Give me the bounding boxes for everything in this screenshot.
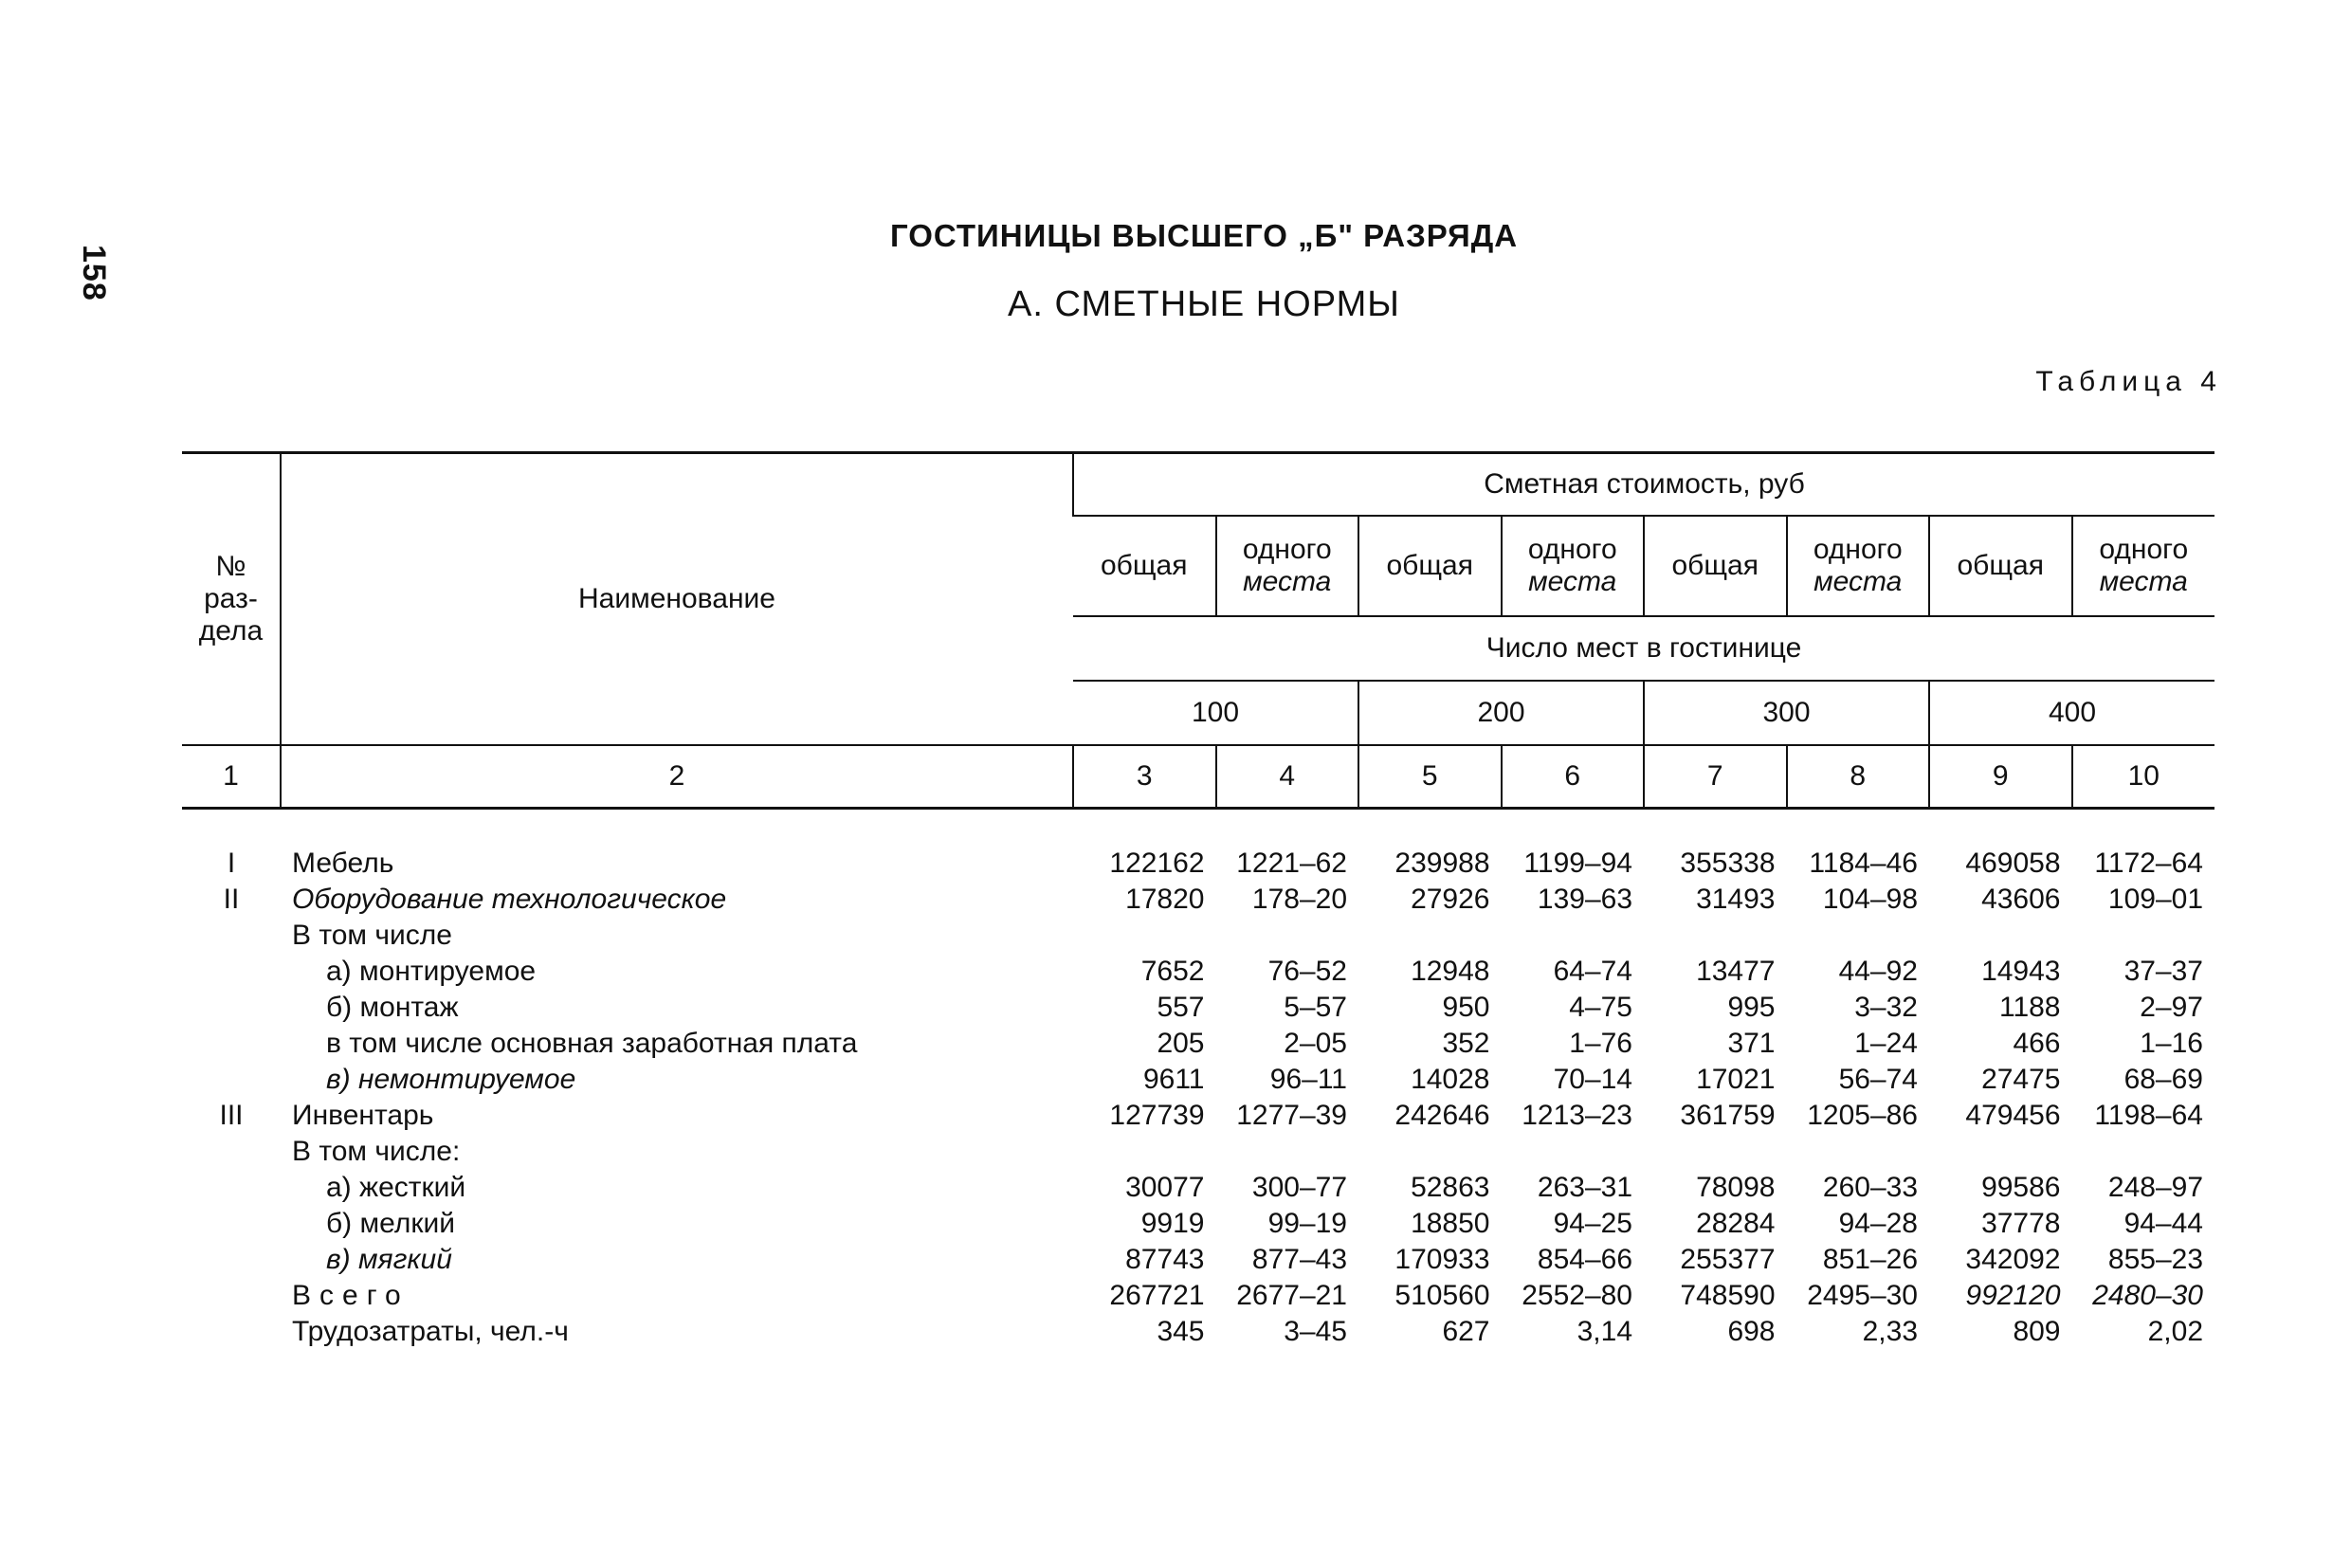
value-per-place: 2495–30 xyxy=(1807,1280,1918,1311)
header-places-100: 100 xyxy=(1073,681,1358,745)
table-label: Таблица 4 xyxy=(2035,366,2222,397)
table-row xyxy=(182,1170,2214,1206)
value-total: 12948 xyxy=(1411,956,1490,987)
section-number xyxy=(182,1242,281,1278)
value-total: 205 xyxy=(1157,1028,1205,1059)
value-per-place xyxy=(2072,918,2215,954)
header-per-place xyxy=(1787,516,1930,616)
value-total: 267721 xyxy=(1109,1280,1205,1311)
item-name: б) мелкий xyxy=(326,1208,455,1239)
table-row xyxy=(182,1314,2214,1350)
value-per-place: 1213–23 xyxy=(1522,1100,1632,1131)
item-name: В том числе xyxy=(292,920,452,951)
value-per-place: 99–19 xyxy=(1267,1208,1347,1239)
table-row xyxy=(182,1134,2214,1170)
header-places-400: 400 xyxy=(1929,681,2214,745)
header-places-group: Число мест в гостинице xyxy=(1073,616,2214,681)
value-total: 122162 xyxy=(1109,848,1205,879)
col-number: 9 xyxy=(1929,745,2072,809)
value-per-place: 248–97 xyxy=(2107,1172,2203,1203)
value-total: 7652 xyxy=(1140,956,1205,987)
value-per-place xyxy=(1787,1134,1930,1170)
header-total: общая xyxy=(1073,516,1216,616)
value-per-place: 1199–94 xyxy=(1523,848,1632,879)
item-name: Трудозатраты, чел.-ч xyxy=(292,1316,569,1347)
col-number: 2 xyxy=(281,745,1073,809)
header-per-place-line2: места xyxy=(2099,566,2188,597)
col-number: 10 xyxy=(2072,745,2215,809)
value-total: 31493 xyxy=(1696,884,1776,915)
table-row xyxy=(182,954,2214,990)
value-total xyxy=(1358,918,1502,954)
value-per-place: 94–25 xyxy=(1553,1208,1632,1239)
value-per-place: 4–75 xyxy=(1569,992,1632,1023)
value-per-place: 1184–46 xyxy=(1809,848,1918,879)
page-subtitle: А. СМЕТНЫЕ НОРМЫ xyxy=(1008,284,1400,324)
header-per-place-line2: места xyxy=(1243,566,1332,597)
table-row xyxy=(182,1242,2214,1278)
value-total: 698 xyxy=(1727,1316,1776,1347)
item-name: в) немонтируемое xyxy=(326,1064,576,1095)
value-per-place: 854–66 xyxy=(1537,1244,1632,1275)
table-row xyxy=(182,1206,2214,1242)
value-total: 469058 xyxy=(1965,848,2061,879)
section-number: II xyxy=(223,884,240,915)
value-per-place: 1–76 xyxy=(1569,1028,1632,1059)
item-name: Инвентарь xyxy=(292,1100,434,1131)
value-per-place: 64–74 xyxy=(1553,956,1632,987)
value-total: 30077 xyxy=(1125,1172,1205,1203)
value-total: 242646 xyxy=(1394,1100,1490,1131)
value-total: 1188 xyxy=(1998,992,2061,1023)
col-number: 3 xyxy=(1073,745,1216,809)
value-per-place: 109–01 xyxy=(2107,884,2203,915)
item-name: в том числе основная заработная плата xyxy=(326,1028,858,1059)
table-header xyxy=(182,453,2214,809)
header-per-place xyxy=(1502,516,1645,616)
value-total: 627 xyxy=(1442,1316,1490,1347)
header-per-place xyxy=(1216,516,1359,616)
value-per-place: 3–45 xyxy=(1284,1316,1347,1347)
header-per-place-line1: одного xyxy=(1242,534,1332,565)
item-name: а) монтируемое xyxy=(326,956,537,987)
col-number: 5 xyxy=(1358,745,1502,809)
section-number xyxy=(182,918,281,954)
value-per-place xyxy=(2072,1134,2215,1170)
value-total: 466 xyxy=(2013,1028,2061,1059)
value-per-place: 178–20 xyxy=(1251,884,1347,915)
section-number xyxy=(182,1206,281,1242)
value-total: 13477 xyxy=(1696,956,1776,987)
value-total: 9919 xyxy=(1140,1208,1205,1239)
value-total: 28284 xyxy=(1696,1208,1776,1239)
col-number: 7 xyxy=(1644,745,1787,809)
value-per-place xyxy=(1502,918,1645,954)
table-row xyxy=(182,1278,2214,1314)
header-total: общая xyxy=(1644,516,1787,616)
header-per-place-line1: одного xyxy=(1527,534,1617,565)
table-body xyxy=(182,809,2214,1351)
value-per-place xyxy=(1216,918,1359,954)
value-per-place: 2480–30 xyxy=(2092,1280,2203,1311)
table-row xyxy=(182,846,2214,882)
item-name: В том числе: xyxy=(292,1136,461,1167)
value-per-place: 96–11 xyxy=(1269,1064,1347,1095)
value-per-place: 2–97 xyxy=(2140,992,2203,1023)
value-total: 479456 xyxy=(1965,1100,2061,1131)
section-number xyxy=(182,1170,281,1206)
table-row xyxy=(182,990,2214,1026)
value-per-place: 139–63 xyxy=(1537,884,1632,915)
value-per-place: 2677–21 xyxy=(1236,1280,1347,1311)
value-per-place: 1277–39 xyxy=(1236,1100,1347,1131)
col-number: 4 xyxy=(1216,745,1359,809)
value-per-place: 44–92 xyxy=(1838,956,1918,987)
section-number xyxy=(182,1134,281,1170)
value-total: 17021 xyxy=(1696,1064,1776,1095)
item-name: Оборудование технологическое xyxy=(292,884,727,915)
section-number xyxy=(182,954,281,990)
header-name: Наименование xyxy=(281,453,1073,746)
value-total xyxy=(1073,1134,1216,1170)
value-total: 43606 xyxy=(1981,884,2061,915)
value-total: 127739 xyxy=(1109,1100,1205,1131)
value-total: 950 xyxy=(1442,992,1490,1023)
value-total: 37778 xyxy=(1981,1208,2061,1239)
table-row xyxy=(182,918,2214,954)
header-places-300: 300 xyxy=(1644,681,1929,745)
value-total: 9611 xyxy=(1142,1064,1205,1095)
section-number xyxy=(182,990,281,1026)
spacer-cell xyxy=(182,809,2214,847)
header-total: общая xyxy=(1358,516,1502,616)
header-per-place-line2: места xyxy=(1813,566,1903,597)
value-total: 170933 xyxy=(1394,1244,1490,1275)
value-total: 99586 xyxy=(1981,1172,2061,1203)
section-number: I xyxy=(227,848,236,879)
item-name: в) мягкий xyxy=(326,1244,452,1275)
value-per-place: 877–43 xyxy=(1251,1244,1347,1275)
value-per-place: 263–31 xyxy=(1537,1172,1632,1203)
value-per-place: 260–33 xyxy=(1822,1172,1918,1203)
value-total: 27926 xyxy=(1411,884,1490,915)
table-row xyxy=(182,882,2214,918)
value-total: 18850 xyxy=(1411,1208,1490,1239)
col-number: 8 xyxy=(1787,745,1930,809)
value-per-place: 56–74 xyxy=(1838,1064,1918,1095)
value-total xyxy=(1073,918,1216,954)
value-per-place: 94–44 xyxy=(2123,1208,2203,1239)
value-total xyxy=(1644,1134,1787,1170)
section-number xyxy=(182,1278,281,1314)
value-total: 361759 xyxy=(1680,1100,1776,1131)
section-number xyxy=(182,1026,281,1062)
value-per-place: 37–37 xyxy=(2123,956,2203,987)
value-total xyxy=(1929,918,2072,954)
value-total: 342092 xyxy=(1965,1244,2061,1275)
value-total: 255377 xyxy=(1680,1244,1776,1275)
header-total: общая xyxy=(1929,516,2072,616)
value-total: 510560 xyxy=(1394,1280,1490,1311)
value-per-place: 855–23 xyxy=(2107,1244,2203,1275)
value-per-place: 76–52 xyxy=(1267,956,1347,987)
table-row xyxy=(182,1098,2214,1134)
value-total: 557 xyxy=(1157,992,1205,1023)
header-per-place-line1: одного xyxy=(1813,534,1903,565)
value-per-place: 1–16 xyxy=(2140,1028,2203,1059)
item-name: а) жесткий xyxy=(326,1172,466,1203)
spacer-row xyxy=(182,809,2214,847)
col-number: 6 xyxy=(1502,745,1645,809)
value-per-place: 5–57 xyxy=(1284,992,1347,1023)
value-total xyxy=(1358,1134,1502,1170)
header-per-place-line1: одного xyxy=(2099,534,2189,565)
value-per-place xyxy=(1216,1134,1359,1170)
table-row xyxy=(182,1062,2214,1098)
value-total: 14943 xyxy=(1981,956,2061,987)
page-number: 158 xyxy=(76,245,112,301)
section-number xyxy=(182,1314,281,1350)
header-per-place xyxy=(2072,516,2215,616)
value-total: 748590 xyxy=(1680,1280,1776,1311)
value-per-place: 300–77 xyxy=(1251,1172,1347,1203)
column-number-row xyxy=(182,745,2214,809)
value-total: 52863 xyxy=(1411,1172,1490,1203)
value-per-place: 1172–64 xyxy=(2094,848,2203,879)
value-total: 239988 xyxy=(1394,848,1490,879)
header-cost-group: Сметная стоимость, руб xyxy=(1073,453,2214,517)
value-per-place: 1198–64 xyxy=(2094,1100,2203,1131)
value-total: 995 xyxy=(1727,992,1776,1023)
header-places-200: 200 xyxy=(1358,681,1644,745)
value-total: 14028 xyxy=(1411,1064,1490,1095)
table-row xyxy=(182,1026,2214,1062)
value-per-place xyxy=(1787,918,1930,954)
section-number xyxy=(182,1062,281,1098)
value-per-place: 1221–62 xyxy=(1236,848,1347,879)
value-per-place xyxy=(1502,1134,1645,1170)
value-total: 17820 xyxy=(1125,884,1205,915)
value-per-place: 2552–80 xyxy=(1522,1280,1632,1311)
value-total: 355338 xyxy=(1680,848,1776,879)
value-per-place: 851–26 xyxy=(1822,1244,1918,1275)
header-per-place-line2: места xyxy=(1528,566,1617,597)
value-per-place: 3,14 xyxy=(1576,1316,1632,1347)
value-per-place: 2,02 xyxy=(2147,1316,2203,1347)
section-number: III xyxy=(219,1100,244,1131)
item-name: б) монтаж xyxy=(326,992,459,1023)
value-per-place: 94–28 xyxy=(1838,1208,1918,1239)
value-total: 27475 xyxy=(1981,1064,2061,1095)
value-total: 371 xyxy=(1727,1028,1776,1059)
value-total: 345 xyxy=(1157,1316,1205,1347)
value-total: 809 xyxy=(2013,1316,2061,1347)
col-number: 1 xyxy=(182,745,281,809)
value-total: 87743 xyxy=(1125,1244,1205,1275)
page-title: ГОСТИНИЦЫ ВЫСШЕГО „Б" РАЗРЯДА xyxy=(889,218,1519,253)
norms-table xyxy=(182,451,2214,1350)
value-per-place: 70–14 xyxy=(1553,1064,1632,1095)
value-per-place: 1–24 xyxy=(1854,1028,1918,1059)
item-name: Всего xyxy=(292,1280,410,1311)
value-per-place: 1205–86 xyxy=(1807,1100,1918,1131)
value-total: 992120 xyxy=(1965,1280,2061,1311)
value-total xyxy=(1644,918,1787,954)
value-per-place: 104–98 xyxy=(1822,884,1918,915)
value-total: 352 xyxy=(1442,1028,1490,1059)
value-per-place: 3–32 xyxy=(1854,992,1918,1023)
value-total xyxy=(1929,1134,2072,1170)
item-name: Мебель xyxy=(292,848,394,879)
value-per-place: 2,33 xyxy=(1862,1316,1918,1347)
value-per-place: 68–69 xyxy=(2123,1064,2203,1095)
value-total: 78098 xyxy=(1696,1172,1776,1203)
header-section-no: № раз-дела xyxy=(182,453,281,746)
value-per-place: 2–05 xyxy=(1284,1028,1347,1059)
